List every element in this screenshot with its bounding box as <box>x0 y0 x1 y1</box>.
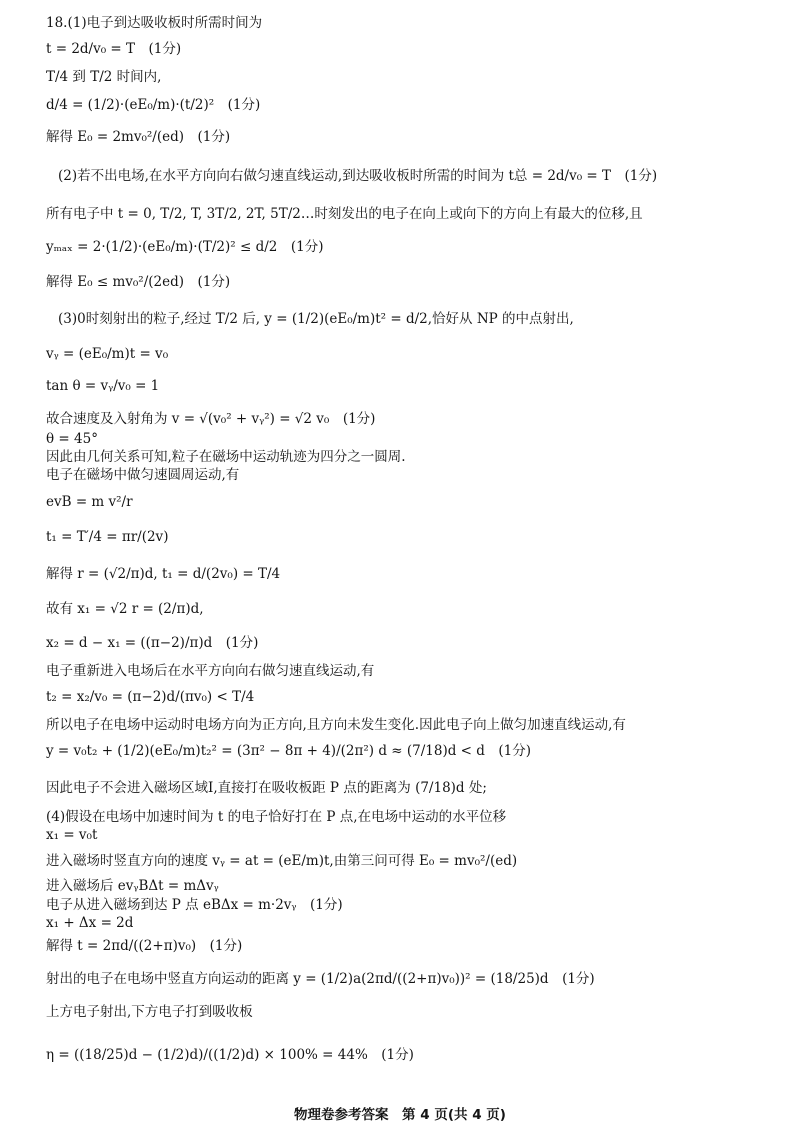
page-footer: 物理卷参考答案 第 4 页(共 4 页) <box>294 1107 506 1123</box>
text-line: T/4 到 T/2 时间内, <box>46 69 162 85</box>
equation: evB = m v²/r <box>46 494 133 510</box>
text-line: 电子在磁场中做匀速圆周运动,有 <box>46 467 240 483</box>
equation: 故有 x₁ = √2 r = (2/π)d, <box>46 601 204 617</box>
equation: tan θ = vᵧ/v₀ = 1 <box>46 378 160 394</box>
text-line: 电子从进入磁场到达 P 点 eBΔx = m·2vᵧ (1分) <box>46 897 343 913</box>
equation: 故合速度及入射角为 v = √(v₀² + vᵧ²) = √2 v₀ (1分) <box>46 411 376 427</box>
equation: t₁ = T′/4 = πr/(2v) <box>46 529 169 545</box>
equation: vᵧ = (eE₀/m)t = v₀ <box>46 346 169 362</box>
text-line: 上方电子射出,下方电子打到吸收板 <box>46 1004 253 1020</box>
equation: 射出的电子在电场中竖直方向运动的距离 y = (1/2)a(2πd/((2+π)v₀))² = (18/25)d (1分) <box>46 971 595 987</box>
equation: x₁ = v₀t <box>46 827 98 843</box>
equation: 解得 E₀ ≤ mv₀²/(2ed) (1分) <box>46 274 231 290</box>
equation: t₂ = x₂/v₀ = (π−2)d/(πv₀) < T/4 <box>46 689 255 705</box>
equation: x₁ + Δx = 2d <box>46 915 134 931</box>
equation: d/4 = (1/2)·(eE₀/m)·(t/2)² (1分) <box>46 97 261 113</box>
equation: t = 2d/v₀ = T (1分) <box>46 41 182 57</box>
equation: 解得 r = (√2/π)d, t₁ = d/(2v₀) = T/4 <box>46 566 281 582</box>
equation: 解得 E₀ = 2mv₀²/(ed) (1分) <box>46 129 231 145</box>
equation: 解得 t = 2πd/((2+π)v₀) (1分) <box>46 938 243 954</box>
equation: yₘₐₓ = 2·(1/2)·(eE₀/m)·(T/2)² ≤ d/2 (1分) <box>46 239 324 255</box>
subquestion-4: (4)假设在电场中加速时间为 t 的电子恰好打在 P 点,在电场中运动的水平位移 <box>46 809 507 825</box>
question-heading: 18.(1)电子到达吸收板时所需时间为 <box>46 15 263 31</box>
text-line: 因此电子不会进入磁场区域Ⅰ,直接打在吸收板距 P 点的距离为 (7/18)d 处; <box>46 780 487 796</box>
subquestion-2: (2)若不出电场,在水平方向向右做匀速直线运动,到达吸收板时所需的时间为 t总 = 2d/v₀ = T (1分) <box>58 168 658 184</box>
text-line: 电子重新进入电场后在水平方向向右做匀速直线运动,有 <box>46 663 375 679</box>
text-line: 所有电子中 t = 0, T/2, T, 3T/2, 2T, 5T/2…时刻发出的电子在向上或向下的方向上有最大的位移,且 <box>46 206 643 222</box>
text-line: 因此由几何关系可知,粒子在磁场中运动轨迹为四分之一圆周. <box>46 449 406 465</box>
subquestion-3: (3)0时刻射出的粒子,经过 T/2 后, y = (1/2)(eE₀/m)t² = d/2,恰好从 NP 的中点射出, <box>58 311 574 327</box>
text-line: 进入磁场时竖直方向的速度 vᵧ = at = (eE/m)t,由第三问可得 E₀ = mv₀²/(ed) <box>46 853 518 869</box>
equation: x₂ = d − x₁ = ((π−2)/π)d (1分) <box>46 635 259 651</box>
text-line: 所以电子在电场中运动时电场方向为正方向,且方向未发生变化.因此电子向上做匀加速直线运动,有 <box>46 717 626 733</box>
equation: θ = 45° <box>46 431 98 447</box>
equation: 进入磁场后 evᵧBΔt = mΔvᵧ <box>46 878 219 894</box>
equation: η = ((18/25)d − (1/2)d)/((1/2)d) × 100% = 44% (1分) <box>46 1047 414 1063</box>
equation: y = v₀t₂ + (1/2)(eE₀/m)t₂² = (3π² − 8π + 4)/(2π²) d ≈ (7/18)d < d (1分) <box>46 743 532 759</box>
